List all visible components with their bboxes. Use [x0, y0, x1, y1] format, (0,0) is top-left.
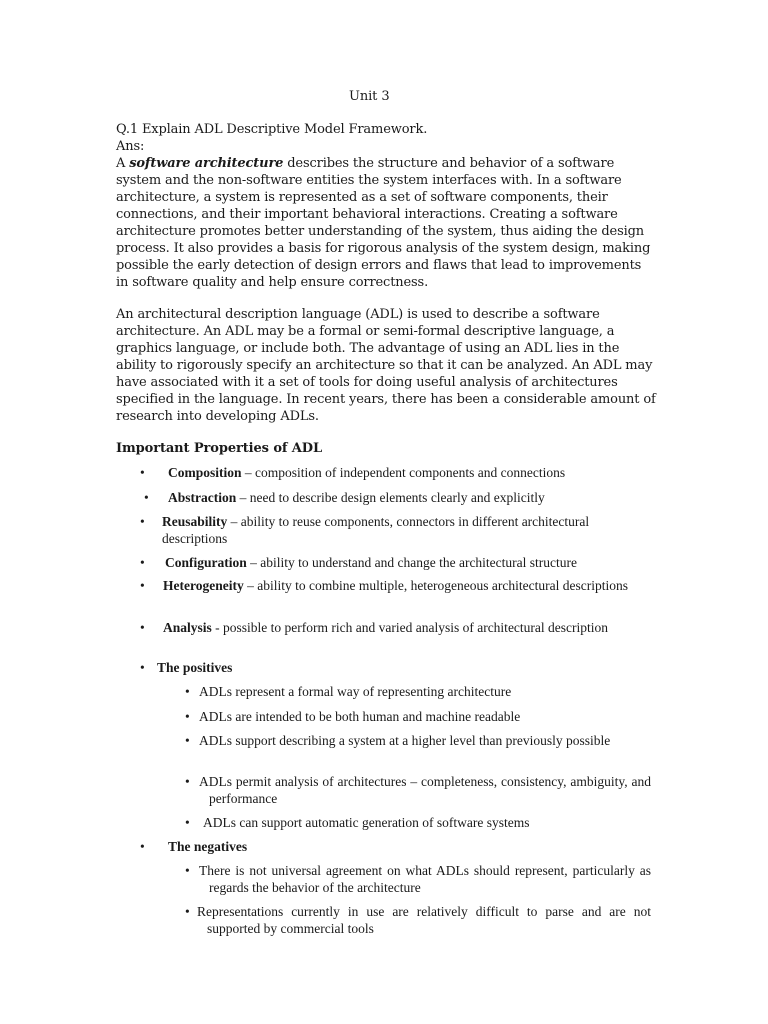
positive-text: ADLs are intended to be both human and machine readable: [199, 709, 521, 724]
positives-heading-item: [140, 659, 676, 676]
property-term: Composition: [168, 465, 242, 480]
bullet-icon: •: [144, 490, 149, 505]
unit-title: Unit 3: [349, 89, 390, 104]
bullet-icon: •: [185, 904, 190, 919]
positive-text: ADLs support describing a system at a higher level than previously possible: [199, 733, 611, 748]
negative-item: [185, 862, 651, 896]
bullet-icon: •: [185, 863, 190, 878]
positive-text: ADLs represent a formal way of representing architecture: [199, 684, 512, 699]
negative-item: [185, 903, 651, 937]
property-desc: – composition of independent components and connections: [241, 465, 566, 480]
positives-heading: The positives: [157, 660, 233, 675]
property-term: Reusability: [162, 514, 228, 529]
property-item-composition: [140, 464, 676, 481]
property-desc: – ability to understand and change the architectural structure: [246, 555, 578, 570]
para1-prefix: A: [116, 156, 130, 171]
bullet-icon: •: [185, 684, 190, 699]
property-item-heterogeneity: [140, 577, 651, 594]
negatives-heading: The negatives: [168, 839, 248, 854]
bullet-icon: •: [185, 733, 190, 748]
positive-text: ADLs permit analysis of architectures – completeness, consistency, ambiguity, and performance: [199, 774, 651, 806]
negatives-heading-item: [140, 838, 676, 855]
positive-item: [185, 732, 651, 749]
answer-label: Ans:: [116, 139, 145, 154]
bullet-icon: •: [140, 514, 145, 529]
property-term: Abstraction: [168, 490, 237, 505]
positive-item: [185, 683, 651, 700]
positive-text: ADLs can support automatic generation of software systems: [203, 815, 530, 830]
bullet-icon: •: [185, 709, 190, 724]
property-item-reusability: [140, 513, 654, 547]
property-item-configuration: [140, 554, 676, 571]
question-block: [116, 121, 656, 155]
para1-term: software architecture: [129, 156, 284, 171]
property-desc: – ability to combine multiple, heterogeneous architectural descriptions: [243, 578, 628, 593]
negative-text: Representations currently in use are relatively difficult to parse and are not supported by commercial tools: [197, 904, 651, 936]
property-desc: - possible to perform rich and varied analysis of architectural description: [211, 620, 609, 635]
property-desc: – need to describe design elements clearly and explicitly: [236, 490, 545, 505]
bullet-icon: •: [140, 555, 145, 570]
bullet-icon: •: [140, 620, 145, 635]
bullet-icon: •: [140, 578, 145, 593]
properties-heading: Important Properties of ADL: [116, 441, 323, 456]
paragraph-adl: An architectural description language (ADL) is used to describe a software architecture. An ADL may be a formal or semi-formal descriptive language, a graphics language, or include both. The advantage of using an ADL lies in the ability to rigorously specify an architecture so that it can be analyzed. An ADL may have associated with it a set of tools for doing useful analysis of architectures specified in the language. In recent years, there has been a considerable amount of research into developing ADLs.: [116, 307, 656, 424]
bullet-icon: •: [185, 774, 190, 789]
bullet-icon: •: [185, 815, 190, 830]
question-text: Q.1 Explain ADL Descriptive Model Framework.: [116, 122, 428, 137]
para1-rest: describes the structure and behavior of a software system and the non-software entities the system interfaces with. In a software architecture, a system is represented as a set of software components, their connections, and their important behavioral interactions. Creating a software architecture promotes better understanding of the system, thus aiding the design process. It also provides a basis for rigorous analysis of the system design, making possible the early detection of design errors and flaws that lead to improvements in software quality and help ensure correctness.: [116, 156, 651, 290]
positive-item: [185, 773, 651, 807]
positive-item: [185, 708, 651, 725]
property-item-abstraction: [140, 489, 676, 506]
bullet-icon: •: [140, 660, 145, 675]
property-term: Analysis: [163, 620, 212, 635]
property-term: Configuration: [165, 555, 247, 570]
property-desc: – ability to reuse components, connectors in different architectural descriptions: [162, 514, 590, 546]
property-item-analysis: [140, 619, 651, 636]
positive-item: [185, 814, 651, 831]
bullet-icon: •: [140, 839, 145, 854]
bullet-icon: •: [140, 465, 145, 480]
property-term: Heterogeneity: [163, 578, 244, 593]
paragraph-software-architecture: [116, 155, 656, 291]
negative-text: There is not universal agreement on what ADLs should represent, particularly as regards the behavior of the architecture: [199, 863, 651, 895]
